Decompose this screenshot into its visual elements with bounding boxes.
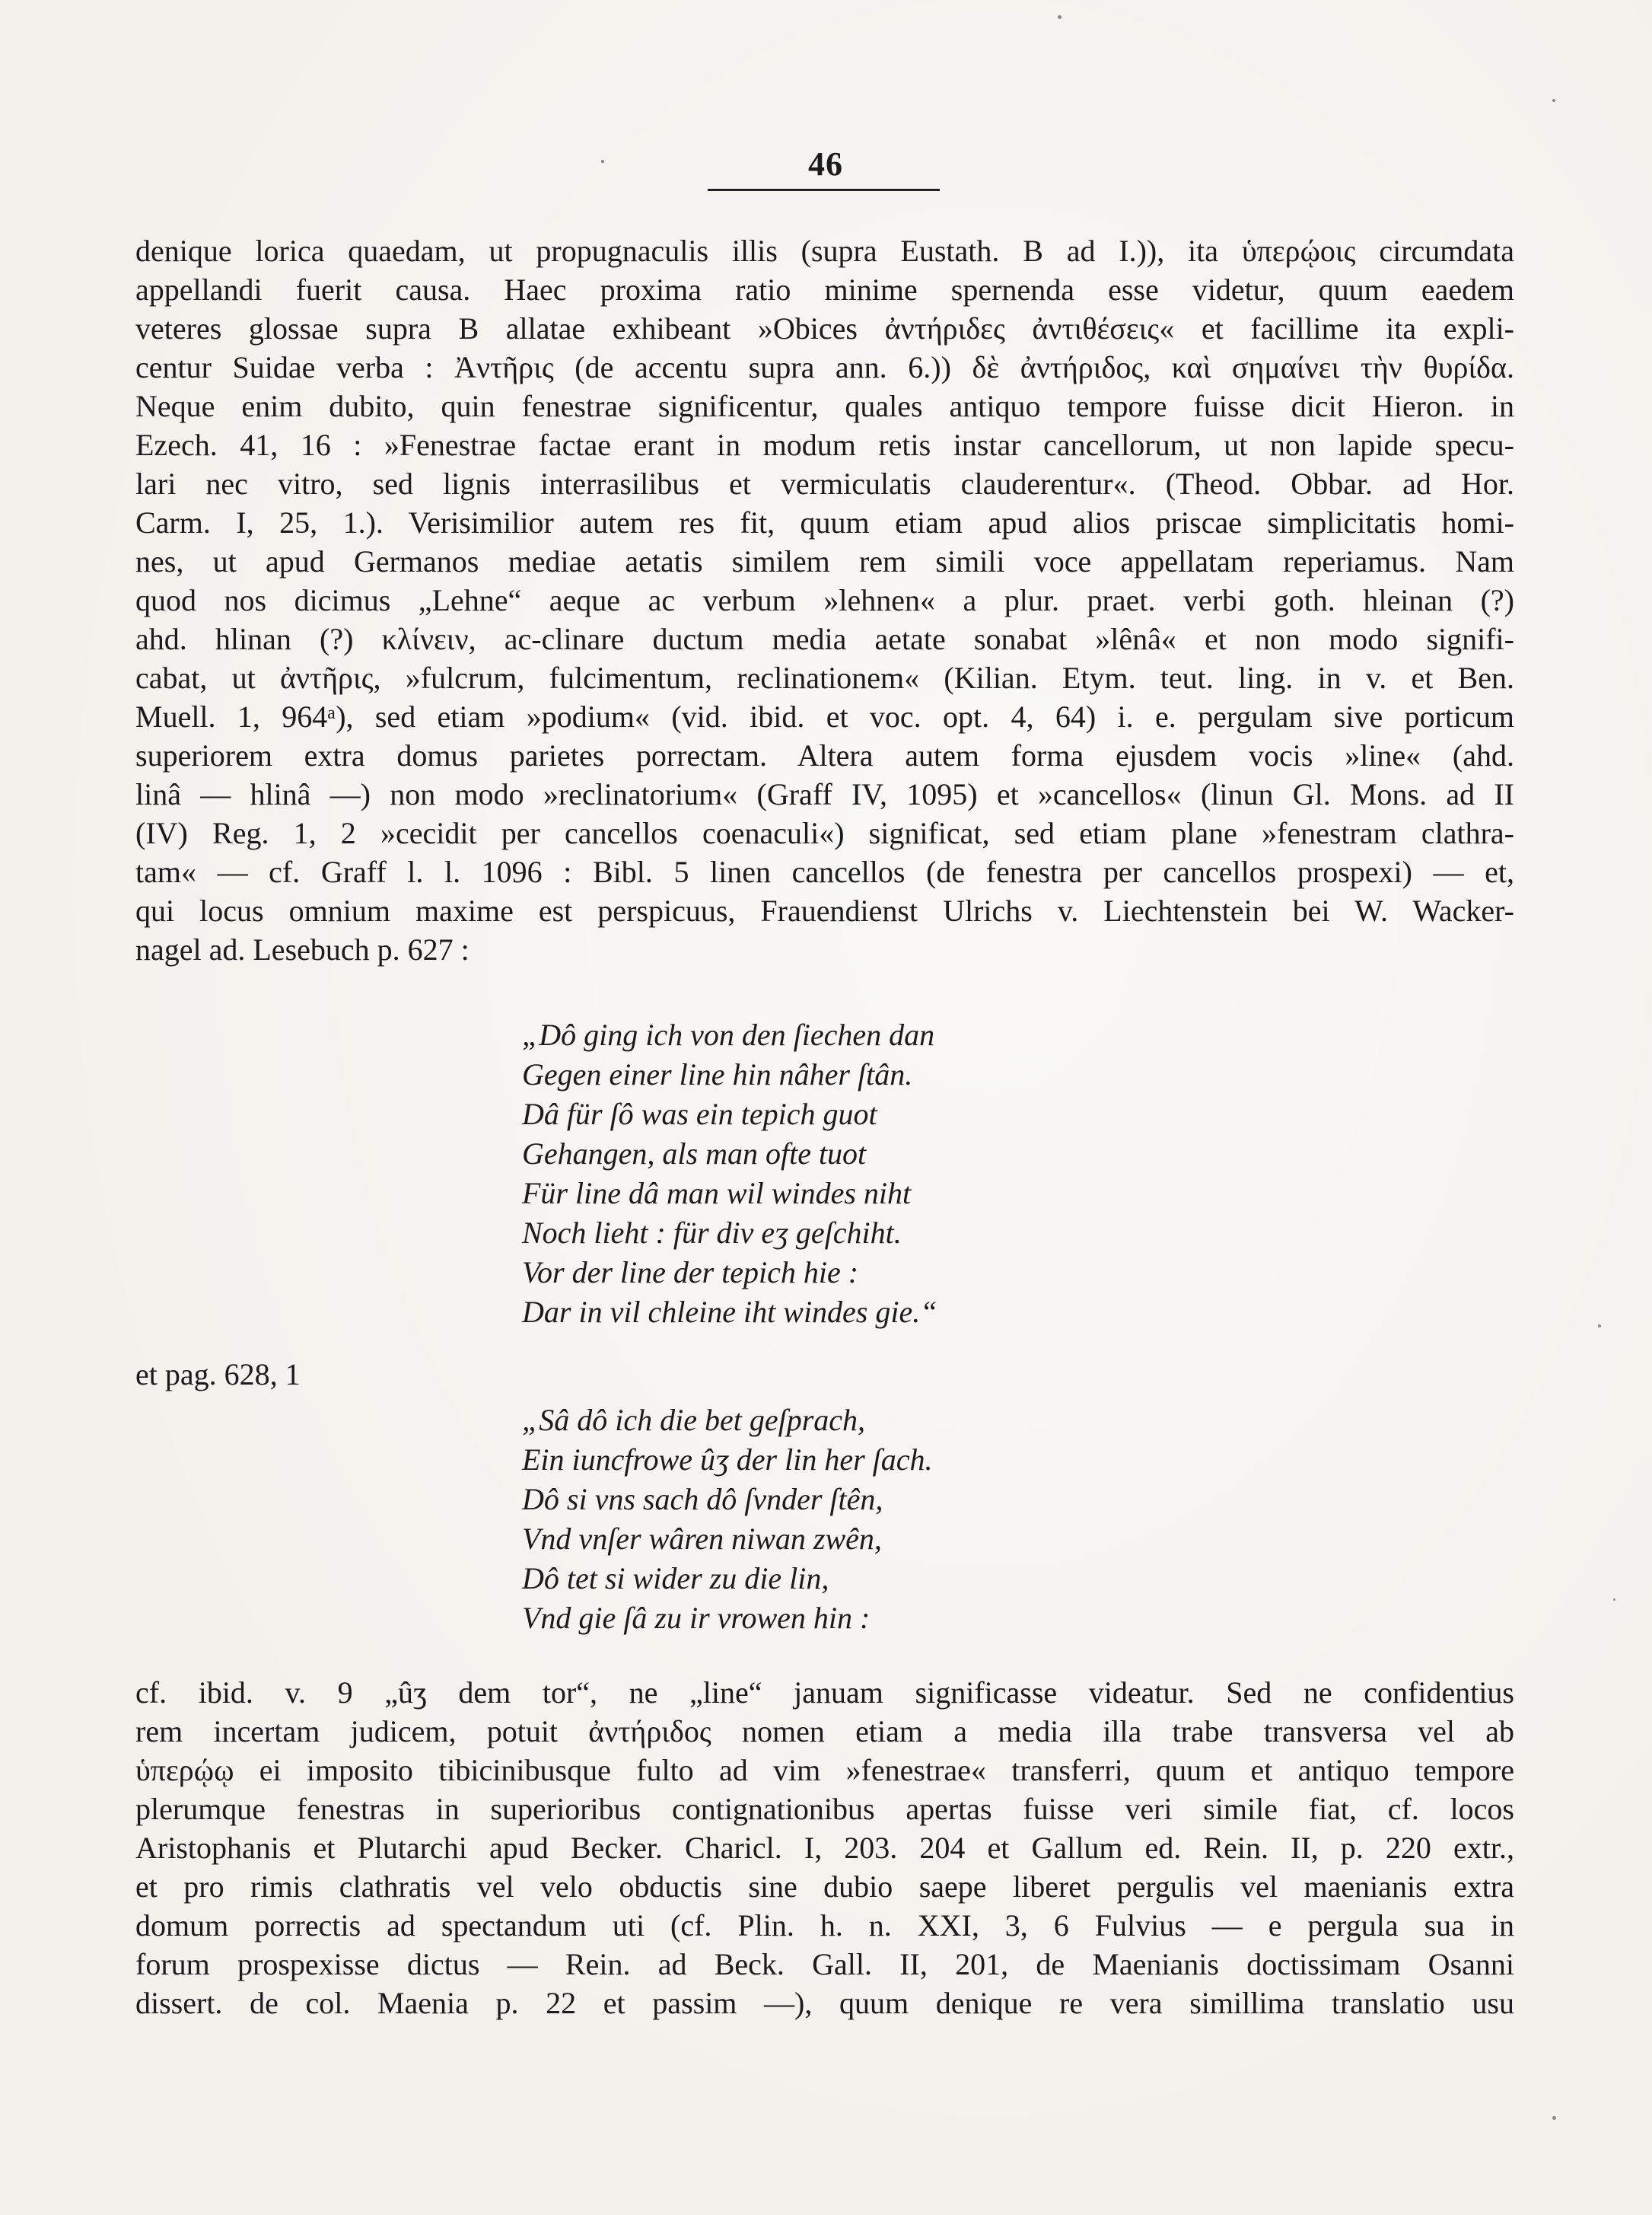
text-line: centur Suidae verba : Ἀντῆρις (de accentu supra ann. 6.)) δὲ ἀντήριδος, καὶ σημαίνει τὴν θυρίδα. [135, 350, 1514, 384]
reference-line: et pag. 628, 1 [135, 1357, 301, 1391]
paragraph-1 [135, 231, 1514, 969]
verse-quotation-2 [522, 1401, 1397, 1638]
text-line: rem incertam judicem, potuit ἀντήριδος nomen etiam a media illa trabe transversa vel ab [135, 1714, 1514, 1748]
verse-line: Noch lieht : für div eʒ geſchiht. [522, 1216, 902, 1250]
verse-line: Dâ für ſô was ein tepich guot [522, 1097, 877, 1131]
verse-line: Gehangen, als man ofte tuot [522, 1136, 867, 1171]
verse-line: Dô si vns sach dô ſvnder ſtên, [522, 1482, 883, 1516]
text-line: cabat, ut ἀντῆρις, »fulcrum, fulcimentum, reclinationem« (Kilian. Etym. teut. ling. in v. et Ben. [135, 661, 1514, 695]
header-rule [708, 189, 940, 191]
text-line: Neque enim dubito, quin fenestrae significentur, quales antiquo tempore fuisse dicit Hieron. in [135, 389, 1514, 423]
verse-quotation-1 [522, 1015, 1397, 1332]
verse-line: Für line dâ man wil windes niht [522, 1176, 912, 1210]
text-line: dissert. de col. Maenia p. 22 et passim —), quum denique re vera simillima translatio usu [135, 1986, 1514, 2020]
verse-line: „Dô ging ich von den ſiechen dan [522, 1018, 935, 1052]
text-line: nes, ut apud Germanos mediae aetatis similem rem simili voce appellatam reperiamus. Nam [135, 544, 1514, 578]
text-line: et pro rimis clathratis vel velo obductis sine dubio saepe liberet pergulis vel maenianis extra [135, 1869, 1514, 1904]
text-line: (IV) Reg. 1, 2 »cecidit per cancellos coenaculi«) significat, sed etiam plane »fenestram clathra- [135, 816, 1514, 850]
paper-speck [1613, 1598, 1615, 1601]
verse-line: Dar in vil chleine iht windes gie.“ [522, 1295, 937, 1329]
paper-speck [1552, 2116, 1556, 2120]
text-line: veteres glossae supra B allatae exhibeant »Obices ἀντήριδες ἀντιθέσεις« et facillime ita expli- [135, 311, 1514, 346]
text-line: Muell. 1, 964ᵃ), sed etiam »podium« (vid. ibid. et voc. opt. 4, 64) i. e. pergulam sive porticum [135, 700, 1514, 734]
text-line: denique lorica quaedam, ut propugnaculis illis (supra Eustath. B ad I.)), ita ὑπερῴοις circumdata [135, 234, 1514, 268]
paper-speck [1058, 15, 1062, 19]
text-line: tam« — cf. Graff l. l. 1096 : Bibl. 5 linen cancellos (de fenestra per cancellos prospexi) — et, [135, 855, 1514, 889]
text-line: plerumque fenestras in superioribus contignationibus apertas fuisse veri simile fiat, cf. locos [135, 1792, 1514, 1826]
text-line: forum prospexisse dictus — Rein. ad Beck. Gall. II, 201, de Maenianis doctissimam Osanni [135, 1947, 1514, 1981]
page-number: 46 [808, 145, 843, 183]
verse-line: Dô tet si wider zu die lin, [522, 1561, 829, 1595]
verse-line: „Sâ dô ich die bet geſprach, [522, 1403, 866, 1437]
verse-line: Ein iuncfrowe ûʒ der lin her ſach. [522, 1442, 933, 1477]
text-line: qui locus omnium maxime est perspicuus, Frauendienst Ulrichs v. Liechtenstein bei W. Wacker- [135, 894, 1514, 928]
text-line: lari nec vitro, sed lignis interrasilibus et vermiculatis clauderentur«. (Theod. Obbar. ad Hor. [135, 467, 1514, 501]
text-line: quod nos dicimus „Lehne“ aeque ac verbum »lehnen« a plur. praet. verbi goth. hleinan (?) [135, 583, 1514, 617]
text-line: Ezech. 41, 16 : »Fenestrae factae erant in modum retis instar cancellorum, ut non lapide specu- [135, 428, 1514, 462]
text-line: nagel ad. Lesebuch p. 627 : [135, 932, 469, 967]
text-line: ahd. hlinan (?) κλίνειν, ac-clinare ductum media aetate sonabat »lênâ« et non modo signifi- [135, 622, 1514, 656]
text-line: linâ — hlinâ —) non modo »reclinatorium« (Graff IV, 1095) et »cancellos« (linun Gl. Mons. ad II [135, 777, 1514, 811]
verse-line: Vnd vnſer wâren niwan zwên, [522, 1522, 882, 1556]
text-line: cf. ibid. v. 9 „ûʒ dem tor“, ne „line“ januam significasse videatur. Sed ne confidentius [135, 1675, 1514, 1710]
paper-speck [1552, 99, 1555, 102]
text-line: superiorem extra domus parietes porrectam. Altera autem forma ejusdem vocis »line« (ahd. [135, 738, 1514, 773]
text-line: appellandi fuerit causa. Haec proxima ratio minime spernenda esse videtur, quum eaedem [135, 272, 1514, 307]
verse-line: Gegen einer line hin nâher ſtân. [522, 1057, 913, 1092]
paper-speck [601, 160, 604, 163]
paper-speck [1598, 1324, 1601, 1327]
verse-line: Vor der line der tepich hie : [522, 1255, 859, 1289]
verse-line: Vnd gie ſâ zu ir vrowen hin : [522, 1601, 871, 1635]
text-line: Carm. I, 25, 1.). Verisimilior autem res fit, quum etiam apud alios priscae simplicitatis homi- [135, 505, 1514, 540]
text-line: ὑπερῴῳ ei imposito tibicinibusque fulto ad vim »fenestrae« transferri, quum et antiquo tempore [135, 1753, 1514, 1787]
paragraph-2 [135, 1673, 1514, 2022]
text-line: domum porrectis ad spectandum uti (cf. Plin. h. n. XXI, 3, 6 Fulvius — e pergula sua in [135, 1908, 1514, 1943]
text-line: Aristophanis et Plutarchi apud Becker. Charicl. I, 203. 204 et Gallum ed. Rein. II, p. 220 extr., [135, 1831, 1514, 1865]
